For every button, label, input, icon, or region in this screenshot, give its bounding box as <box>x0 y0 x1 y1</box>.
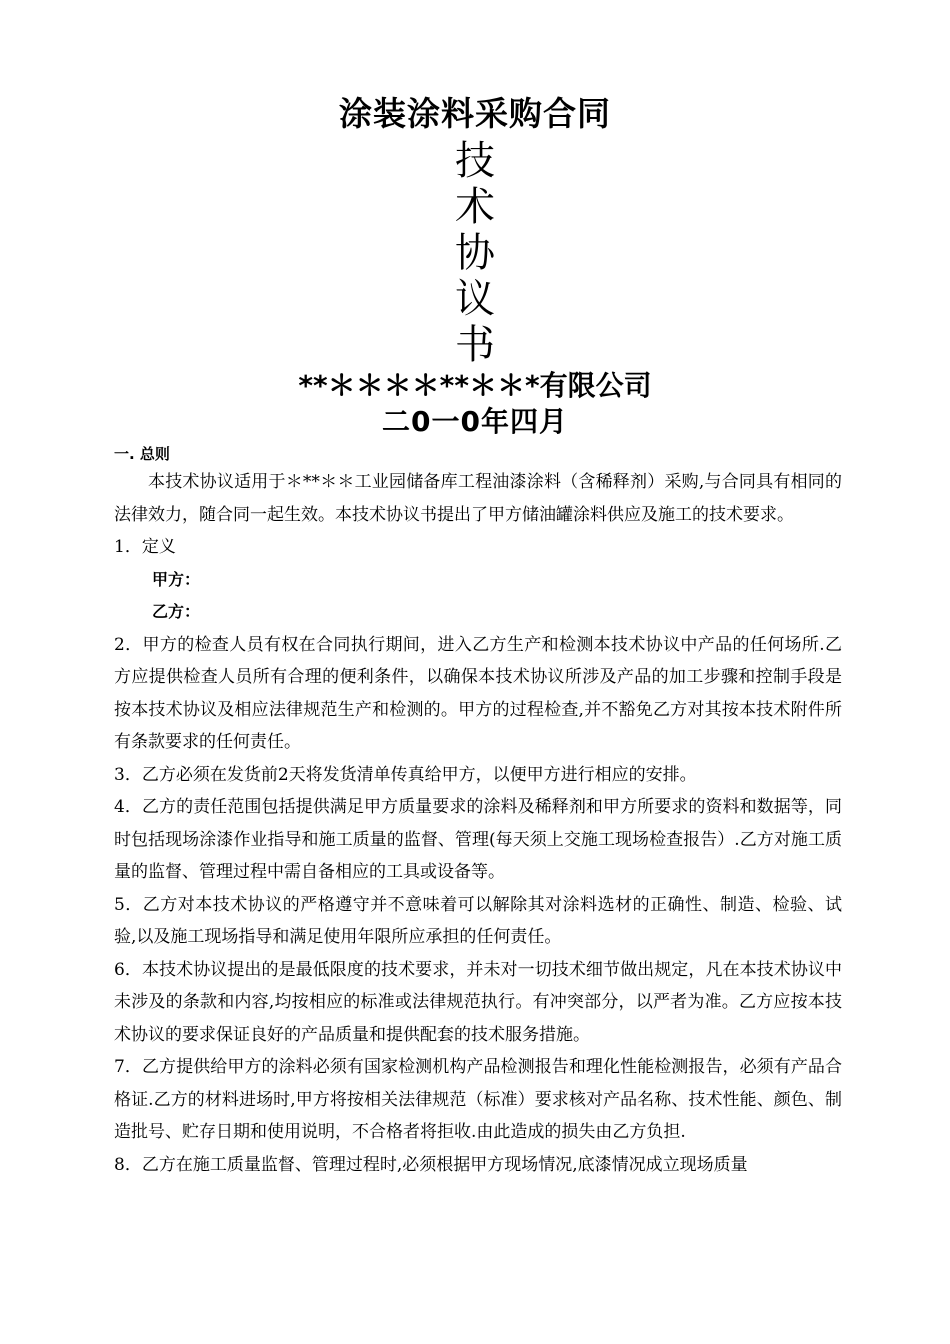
company-name: **＊＊＊＊**＊＊*有限公司 <box>298 369 652 402</box>
title-char-4: 议 <box>455 276 495 322</box>
intro-paragraph: 本技术协议适用于＊**＊＊工业园储备库工程油漆涂料（含稀释剂）采购,与合同具有相同的法律效力，随合同一起生效。本技术协议书提出了甲方储油罐涂料供应及施工的技术要求。 <box>114 472 842 525</box>
party-a-label: 甲方： <box>152 569 201 589</box>
body-text <box>114 444 842 1181</box>
clause-3: 3．乙方必须在发货前2天将发货清单传真给甲方，以便甲方进行相应的安排。 <box>114 764 697 785</box>
clause-4: 4．乙方的责任范围包括提供满足甲方质量要求的涂料及稀释剂和甲方所要求的资料和数据等，同时包括现场涂漆作业指导和施工质量的监督、管理(每天须上交施工现场检查报告）.乙方对施工质量的监督、管理过程中需自备相应的工具或设备等。 <box>114 797 842 882</box>
clause-6: 6．本技术协议提出的是最低限度的技术要求，并未对一切技术细节做出规定，凡在本技术协议中未涉及的条款和内容,均按相应的标准或法律规范执行。有冲突部分，以严者为准。乙方应按本技术协议的要求保证良好的产品质量和提供配套的技术服务措施。 <box>114 959 842 1045</box>
clause-1: 1．定义 <box>114 537 176 557</box>
title-char-2: 术 <box>455 184 495 230</box>
clause-2: 2．甲方的检查人员有权在合同执行期间，进入乙方生产和检测本技术协议中产品的任何场所.乙方应提供检查人员所有合理的便利条件，以确保本技术协议所涉及产品的加工步骤和控制手段是按本技术协议及相应法律规范生产和检测的。甲方的过程检查,并不豁免乙方对其按本技术附件所有条款要求的任何责任。 <box>114 634 842 752</box>
document-date: 二0一0年四月 <box>382 405 568 438</box>
clause-8: 8．乙方在施工质量监督、管理过程时,必须根据甲方现场情况,底漆情况成立现场质量 <box>114 1154 748 1175</box>
clause-7: 7．乙方提供给甲方的涂料必须有国家检测机构产品检测报告和理化性能检测报告，必须有产品合格证.乙方的材料进场时,甲方将按相关法律规范（标准）要求核对产品名称、技术性能、颜色、制造批号、贮存日期和使用说明，不合格者将拒收.由此造成的损失由乙方负担. <box>114 1057 842 1142</box>
title-char-1: 技 <box>455 138 495 184</box>
clause-5: 5．乙方对本技术协议的严格遵守并不意味着可以解除其对涂料选材的正确性、制造、检验、试验,以及施工现场指导和满足使用年限所应承担的任何责任。 <box>114 894 842 947</box>
title-char-3: 协 <box>455 230 495 276</box>
contract-title: 涂装涂料采购合同 <box>339 94 611 133</box>
section-heading-general: 一. 总则 <box>114 445 170 463</box>
party-b-label: 乙方： <box>152 602 201 621</box>
title-char-5: 书 <box>455 322 495 368</box>
